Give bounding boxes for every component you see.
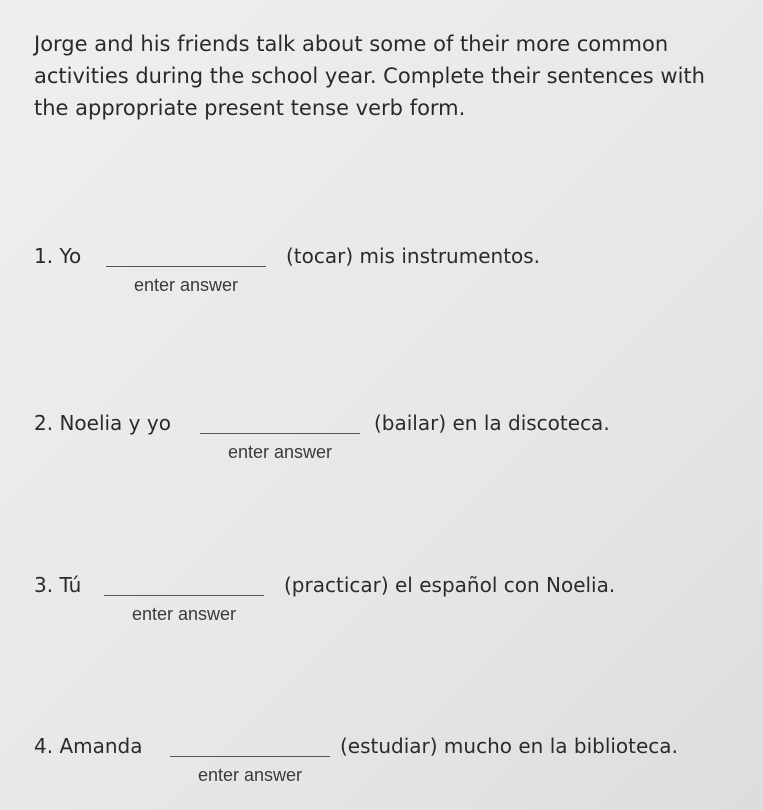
question-2-answer-slot xyxy=(200,410,360,470)
question-1-answer-input[interactable] xyxy=(106,243,266,267)
question-2-prefix: 2. Noelia y yo xyxy=(34,411,171,435)
question-4-answer-slot xyxy=(170,733,330,793)
question-1-prefix: 1. Yo xyxy=(34,244,82,268)
question-3-suffix: (practicar) el español con Noelia. xyxy=(284,573,616,597)
question-4-answer-input[interactable] xyxy=(170,733,330,757)
question-1-answer-slot xyxy=(106,243,266,303)
question-2-suffix: (bailar) en la discoteca. xyxy=(374,411,610,435)
question-3-prefix: 3. Tú xyxy=(34,573,82,597)
question-3 xyxy=(34,572,754,642)
question-1-suffix: (tocar) mis instrumentos. xyxy=(286,244,541,268)
question-1-answer-hint: enter answer xyxy=(133,275,239,295)
instructions-text: Jorge and his friends talk about some of their more common activities during the school year. Complete their sentences with the appropriate present tense verb form. xyxy=(34,32,705,120)
question-3-answer-input[interactable] xyxy=(104,572,264,596)
question-1 xyxy=(34,243,754,313)
question-2 xyxy=(34,410,754,480)
question-2-answer-input[interactable] xyxy=(200,410,360,434)
question-4-answer-hint: enter answer xyxy=(197,765,303,785)
question-3-answer-slot xyxy=(104,572,264,632)
question-2-answer-hint: enter answer xyxy=(227,442,333,462)
question-3-answer-hint: enter answer xyxy=(131,604,237,624)
question-4-prefix: 4. Amanda xyxy=(34,734,143,758)
question-4 xyxy=(34,733,754,803)
question-4-suffix: (estudiar) mucho en la biblioteca. xyxy=(340,734,678,758)
